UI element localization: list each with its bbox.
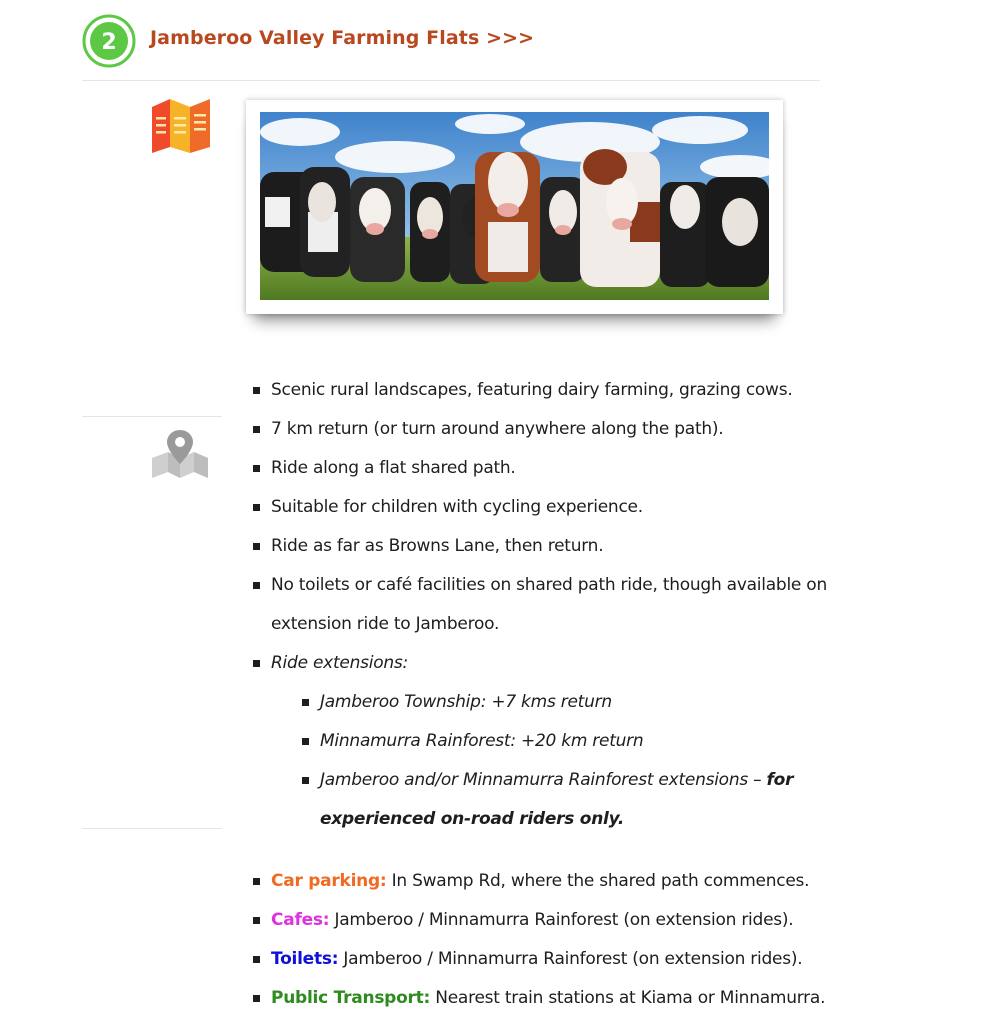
map-icon (150, 97, 212, 155)
info-text: Jamberoo / Minnamurra Rainforest (on extension rides). (329, 910, 794, 930)
info-label: Cafes: (271, 910, 330, 930)
list-item: Scenic rural landscapes, featuring dairy farming, grazing cows. (250, 371, 830, 410)
extensions-heading: Ride extensions: (271, 653, 408, 673)
info-item-public-transport (250, 979, 850, 1018)
divider (82, 80, 820, 81)
info-item-toilets (250, 940, 850, 979)
info-label: Public Transport: (271, 988, 431, 1008)
extension-note-emphasis: for experienced on-road riders only. (320, 770, 794, 829)
list-item: Jamberoo Township: +7 kms return (299, 683, 830, 722)
list-item: Suitable for children with cycling experience. (250, 488, 830, 527)
extensions-list (271, 683, 830, 839)
section-number-badge (82, 14, 136, 68)
photo-frame (246, 100, 783, 314)
extension-note: Jamberoo and/or Minnamurra Rainforest extensions – (320, 770, 767, 790)
divider (82, 416, 222, 417)
divider (82, 828, 222, 829)
list-item (299, 761, 830, 839)
list-item: No toilets or café facilities on shared path ride, though available on extension ride to Jamberoo. (250, 566, 830, 644)
location-pin-icon (148, 428, 212, 482)
list-item: Minnamurra Rainforest: +20 km return (299, 722, 830, 761)
info-item-cafes (250, 901, 850, 940)
list-item: Ride as far as Browns Lane, then return. (250, 527, 830, 566)
section-number: 2 (101, 30, 117, 55)
info-list (250, 862, 850, 1018)
list-item: 7 km return (or turn around anywhere along the path). (250, 410, 830, 449)
feature-list (250, 371, 830, 839)
list-item: Ride along a flat shared path. (250, 449, 830, 488)
info-text: Jamberoo / Minnamurra Rainforest (on extension rides). (338, 949, 803, 969)
info-text: Nearest train stations at Kiama or Minnamurra. (430, 988, 826, 1008)
info-label: Toilets: (271, 949, 339, 969)
list-item (250, 644, 830, 839)
info-text: In Swamp Rd, where the shared path commences. (386, 871, 810, 891)
info-label: Car parking: (271, 871, 387, 891)
section-title-link[interactable]: Jamberoo Valley Farming Flats >>> (150, 27, 535, 49)
cows-photo (260, 112, 769, 300)
info-item-car-parking (250, 862, 850, 901)
